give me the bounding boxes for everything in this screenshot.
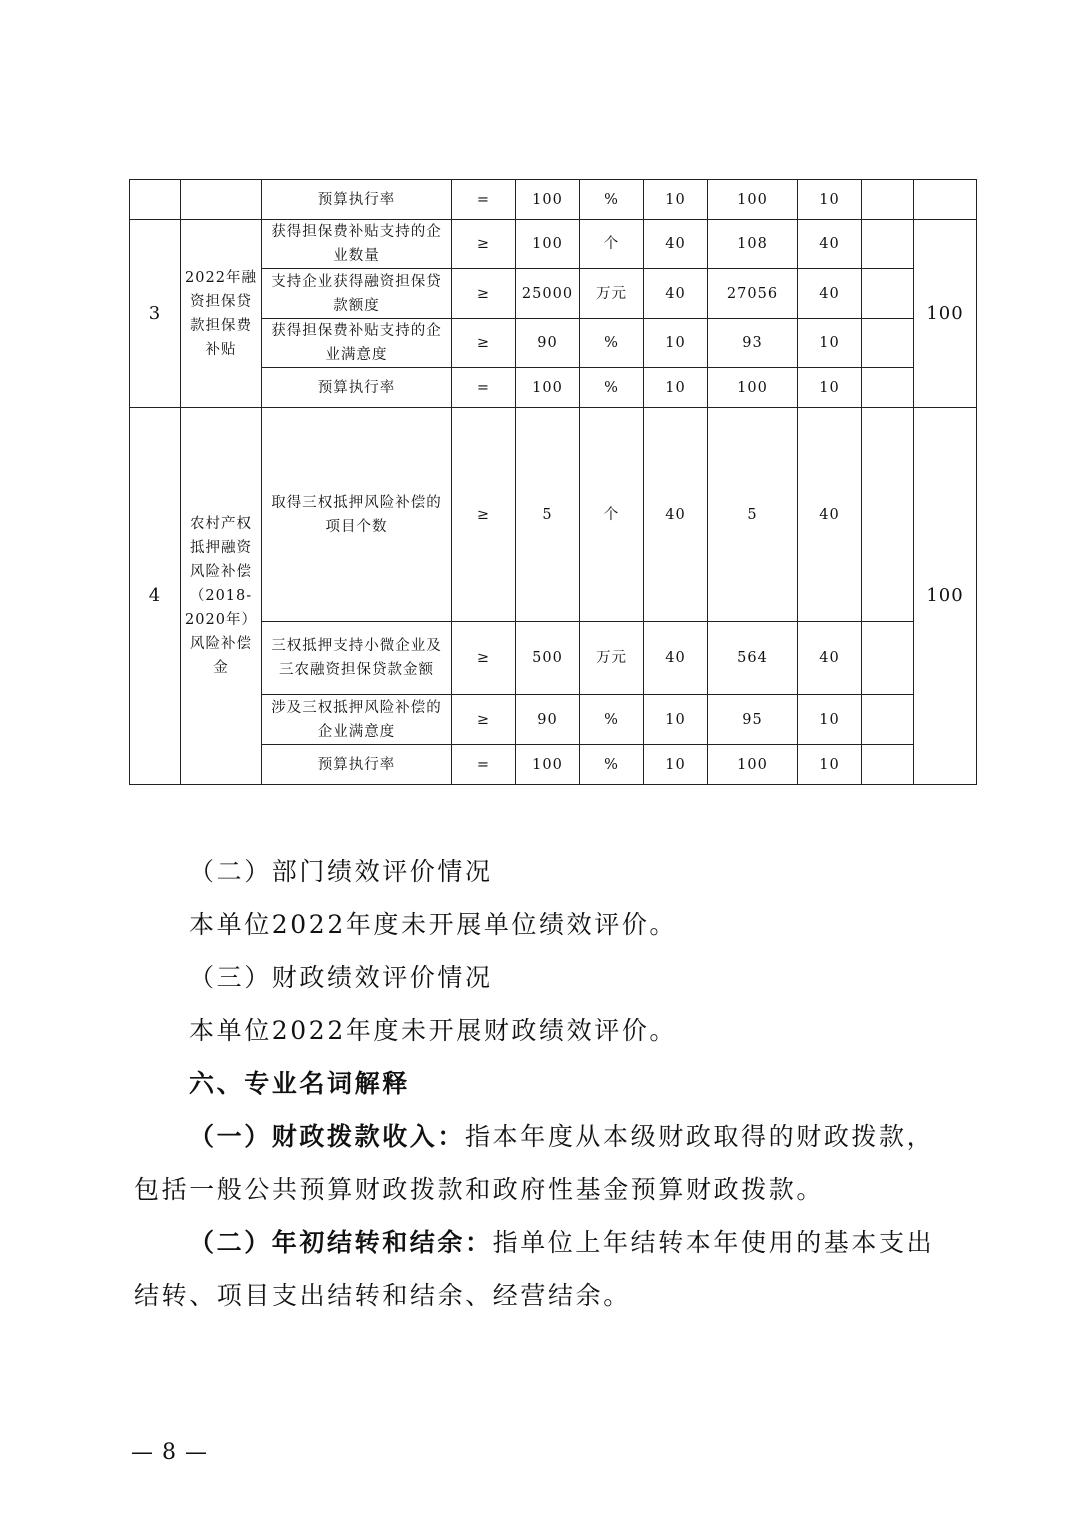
score-cell: 10 — [798, 745, 862, 785]
weight-cell: 10 — [644, 695, 708, 745]
actual-cell: 108 — [708, 220, 798, 269]
seq-cell: 3 — [130, 220, 181, 408]
score-cell: 10 — [798, 180, 862, 220]
operator-cell: ≥ — [452, 695, 516, 745]
score-cell: 40 — [798, 622, 862, 695]
weight-cell: 40 — [644, 220, 708, 269]
target-cell: 5 — [516, 408, 580, 622]
operator-cell: ≥ — [452, 269, 516, 319]
indicator-cell: 支持企业获得融资担保贷款额度 — [262, 269, 452, 319]
blank-cell — [862, 695, 914, 745]
dept-eval-heading: （二）部门绩效评价情况 — [189, 857, 493, 886]
operator-cell: = — [452, 180, 516, 220]
page-number: — 8 — — [131, 1440, 208, 1465]
actual-cell: 27056 — [708, 269, 798, 319]
weight-cell: 10 — [644, 180, 708, 220]
weight-cell: 40 — [644, 408, 708, 622]
target-cell: 500 — [516, 622, 580, 695]
score-cell: 40 — [798, 220, 862, 269]
actual-cell: 100 — [708, 180, 798, 220]
blank-cell — [862, 180, 914, 220]
project-cell: 2022年融资担保贷款担保费补贴 — [181, 220, 262, 408]
actual-cell: 100 — [708, 368, 798, 408]
unit-cell: % — [580, 368, 644, 408]
blank-cell — [862, 319, 914, 368]
unit-cell: 万元 — [580, 269, 644, 319]
total-cell: 100 — [914, 220, 977, 408]
term2-text: 指单位上年结转本年使用的基本支出结转、项目支出结转和结余、经营结余。 — [134, 1228, 935, 1310]
total-cell: 100 — [914, 408, 977, 785]
blank-cell — [862, 622, 914, 695]
target-cell: 25000 — [516, 269, 580, 319]
unit-cell: % — [580, 319, 644, 368]
table-row — [130, 180, 977, 220]
performance-table — [129, 179, 977, 785]
terms-heading: 六、专业名词解释 — [189, 1069, 410, 1098]
score-cell: 10 — [798, 368, 862, 408]
seq-cell: 4 — [130, 408, 181, 785]
unit-cell: 个 — [580, 408, 644, 622]
score-cell: 40 — [798, 408, 862, 622]
unit-cell: % — [580, 180, 644, 220]
blank-cell — [862, 269, 914, 319]
indicator-cell: 涉及三权抵押风险补偿的企业满意度 — [262, 695, 452, 745]
score-cell: 10 — [798, 695, 862, 745]
operator-cell: ≥ — [452, 408, 516, 622]
weight-cell: 10 — [644, 319, 708, 368]
unit-cell: % — [580, 695, 644, 745]
operator-cell: = — [452, 745, 516, 785]
table-row — [130, 220, 977, 269]
indicator-cell: 获得担保费补贴支持的企业数量 — [262, 220, 452, 269]
weight-cell: 40 — [644, 622, 708, 695]
seq-cell — [130, 180, 181, 220]
term1-label: （一）财政拨款收入： — [189, 1122, 466, 1151]
unit-cell: 个 — [580, 220, 644, 269]
unit-cell: 万元 — [580, 622, 644, 695]
weight-cell: 10 — [644, 745, 708, 785]
term2-label: （二）年初结转和结余： — [189, 1228, 493, 1257]
project-cell: 农村产权抵押融资风险补偿（2018-2020年）风险补偿金 — [181, 408, 262, 785]
total-cell — [914, 180, 977, 220]
fin-eval-heading: （三）财政绩效评价情况 — [189, 963, 493, 992]
dept-eval-text: 本单位2022年度未开展单位绩效评价。 — [189, 910, 678, 939]
blank-cell — [862, 220, 914, 269]
operator-cell: ≥ — [452, 622, 516, 695]
target-cell: 90 — [516, 695, 580, 745]
term1-text: 指本年度从本级财政取得的财政拨款，包括一般公共预算财政拨款和政府性基金预算财政拨款。 — [134, 1122, 935, 1204]
score-cell: 40 — [798, 269, 862, 319]
target-cell: 100 — [516, 745, 580, 785]
fin-eval-text: 本单位2022年度未开展财政绩效评价。 — [189, 1016, 678, 1045]
blank-cell — [862, 745, 914, 785]
target-cell: 90 — [516, 319, 580, 368]
indicator-cell: 三权抵押支持小微企业及三农融资担保贷款金额 — [262, 622, 452, 695]
weight-cell: 10 — [644, 368, 708, 408]
indicator-cell: 获得担保费补贴支持的企业满意度 — [262, 319, 452, 368]
actual-cell: 100 — [708, 745, 798, 785]
unit-cell: % — [580, 745, 644, 785]
indicator-cell: 取得三权抵押风险补偿的项目个数 — [262, 408, 452, 622]
table-row — [130, 408, 977, 622]
target-cell: 100 — [516, 180, 580, 220]
indicator-cell: 预算执行率 — [262, 368, 452, 408]
score-cell: 10 — [798, 319, 862, 368]
operator-cell: = — [452, 368, 516, 408]
target-cell: 100 — [516, 220, 580, 269]
actual-cell: 5 — [708, 408, 798, 622]
operator-cell: ≥ — [452, 220, 516, 269]
project-cell — [181, 180, 262, 220]
body-text — [134, 845, 944, 1322]
term2-paragraph — [134, 1216, 944, 1322]
actual-cell: 564 — [708, 622, 798, 695]
operator-cell: ≥ — [452, 319, 516, 368]
weight-cell: 40 — [644, 269, 708, 319]
indicator-cell: 预算执行率 — [262, 745, 452, 785]
actual-cell: 93 — [708, 319, 798, 368]
blank-cell — [862, 368, 914, 408]
target-cell: 100 — [516, 368, 580, 408]
actual-cell: 95 — [708, 695, 798, 745]
blank-cell — [862, 408, 914, 622]
indicator-cell: 预算执行率 — [262, 180, 452, 220]
term1-paragraph — [134, 1110, 944, 1216]
